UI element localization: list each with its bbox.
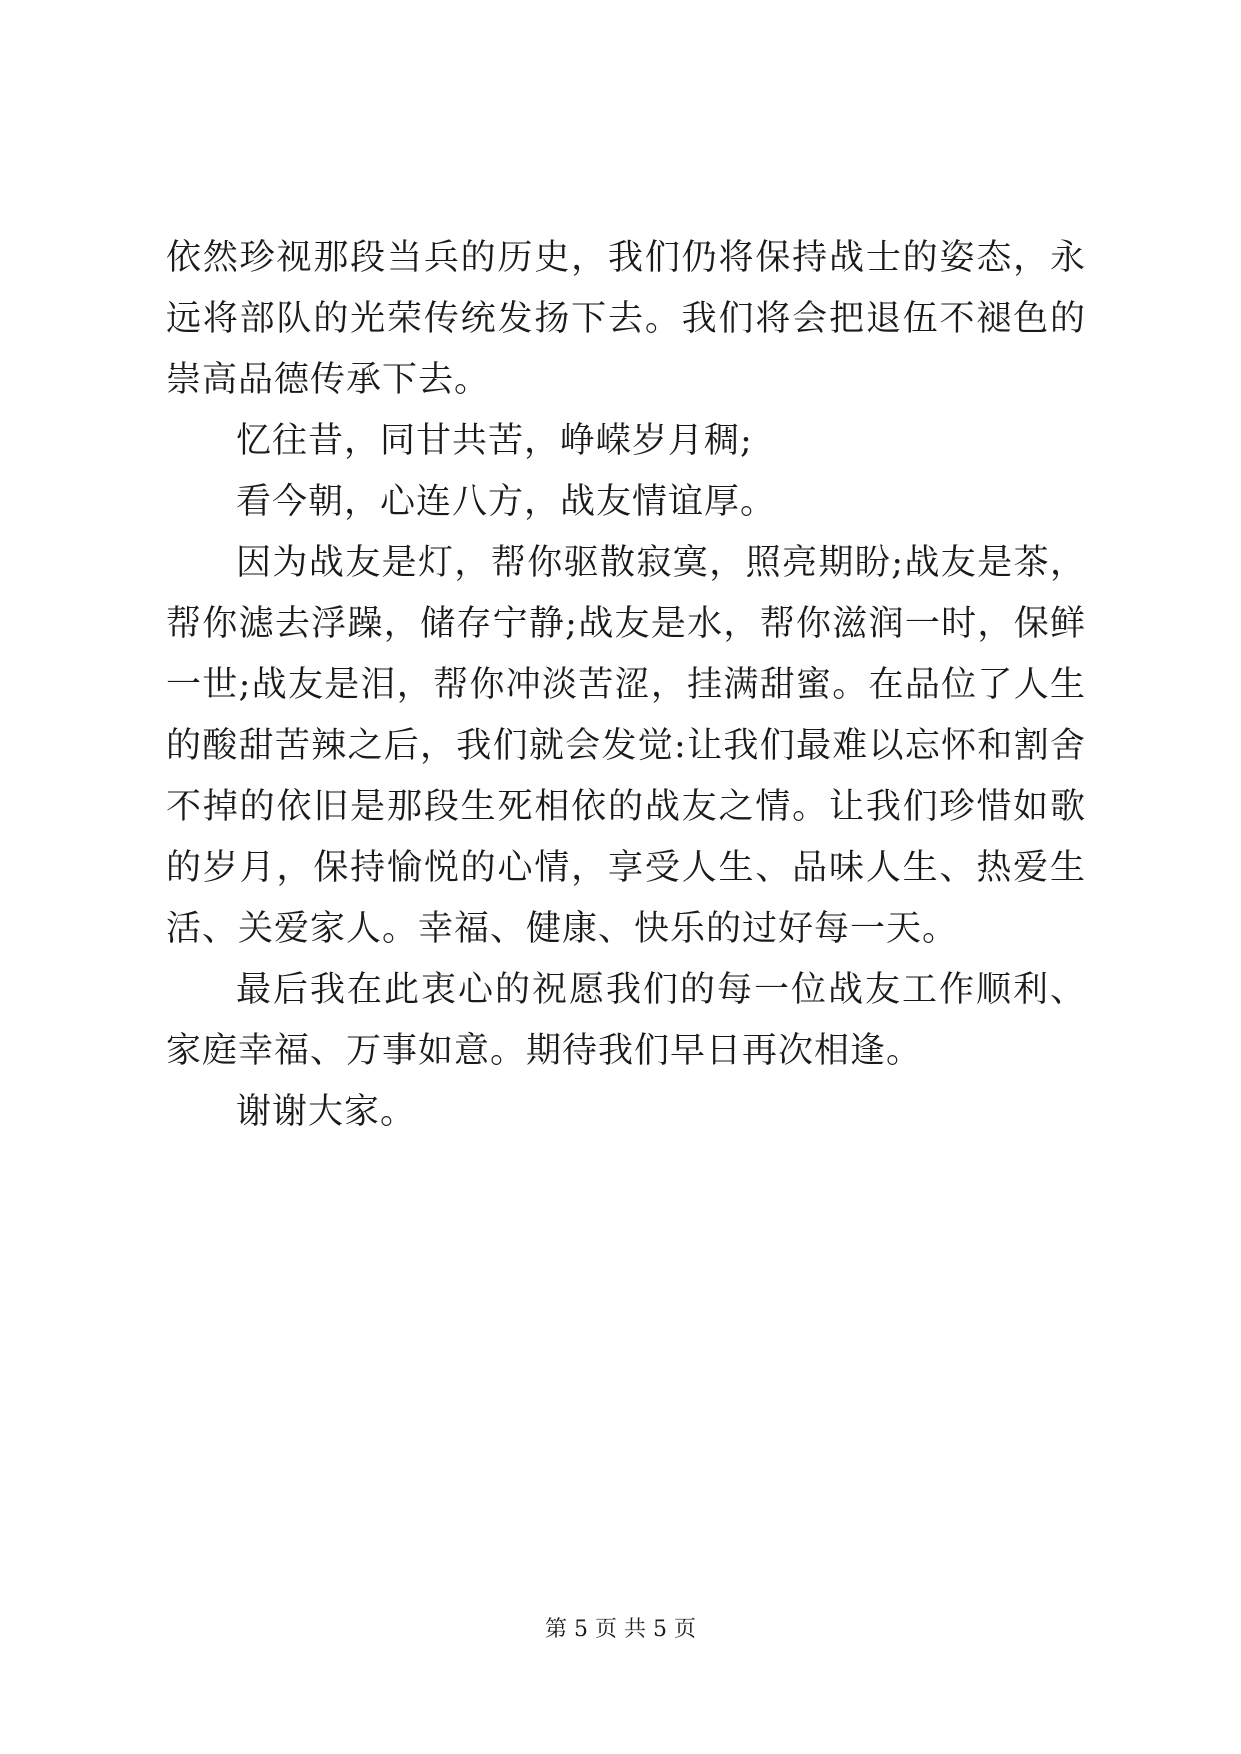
paragraph-3: 看今朝，心连八方，战友情谊厚。	[236, 482, 777, 522]
page-footer: 第 5 页 共 5 页	[545, 1617, 696, 1642]
paragraph-6: 谢谢大家。	[236, 1092, 417, 1132]
paragraph-4: 因为战友是灯，帮你驱散寂寞，照亮期盼;战友是茶，帮你滤去浮躁，储存宁静;战友是水，帮你滋润一时，保鲜一世;战友是泪，帮你冲淡苦涩，挂满甜蜜。在品位了人生的酸甜苦辣之后，我们就会发觉:让我们最难以忘怀和割舍不掉的依旧是那段生死相依的战友之情。让我们珍惜如歌的岁月，保持愉悦的心情，享受人生、品味人生、热爱生活、关爱家人。幸福、健康、快乐的过好每一天。	[166, 543, 1086, 949]
paragraph-2: 忆往昔，同甘共苦，峥嵘岁月稠;	[236, 421, 753, 461]
paragraph-1: 依然珍视那段当兵的历史，我们仍将保持战士的姿态，永远将部队的光荣传统发扬下去。我们将会把退伍不褪色的崇高品德传承下去。	[166, 238, 1086, 400]
paragraph-5: 最后我在此衷心的祝愿我们的每一位战友工作顺利、家庭幸福、万事如意。期待我们早日再次相逢。	[166, 970, 1086, 1071]
document-body	[166, 228, 1086, 1143]
